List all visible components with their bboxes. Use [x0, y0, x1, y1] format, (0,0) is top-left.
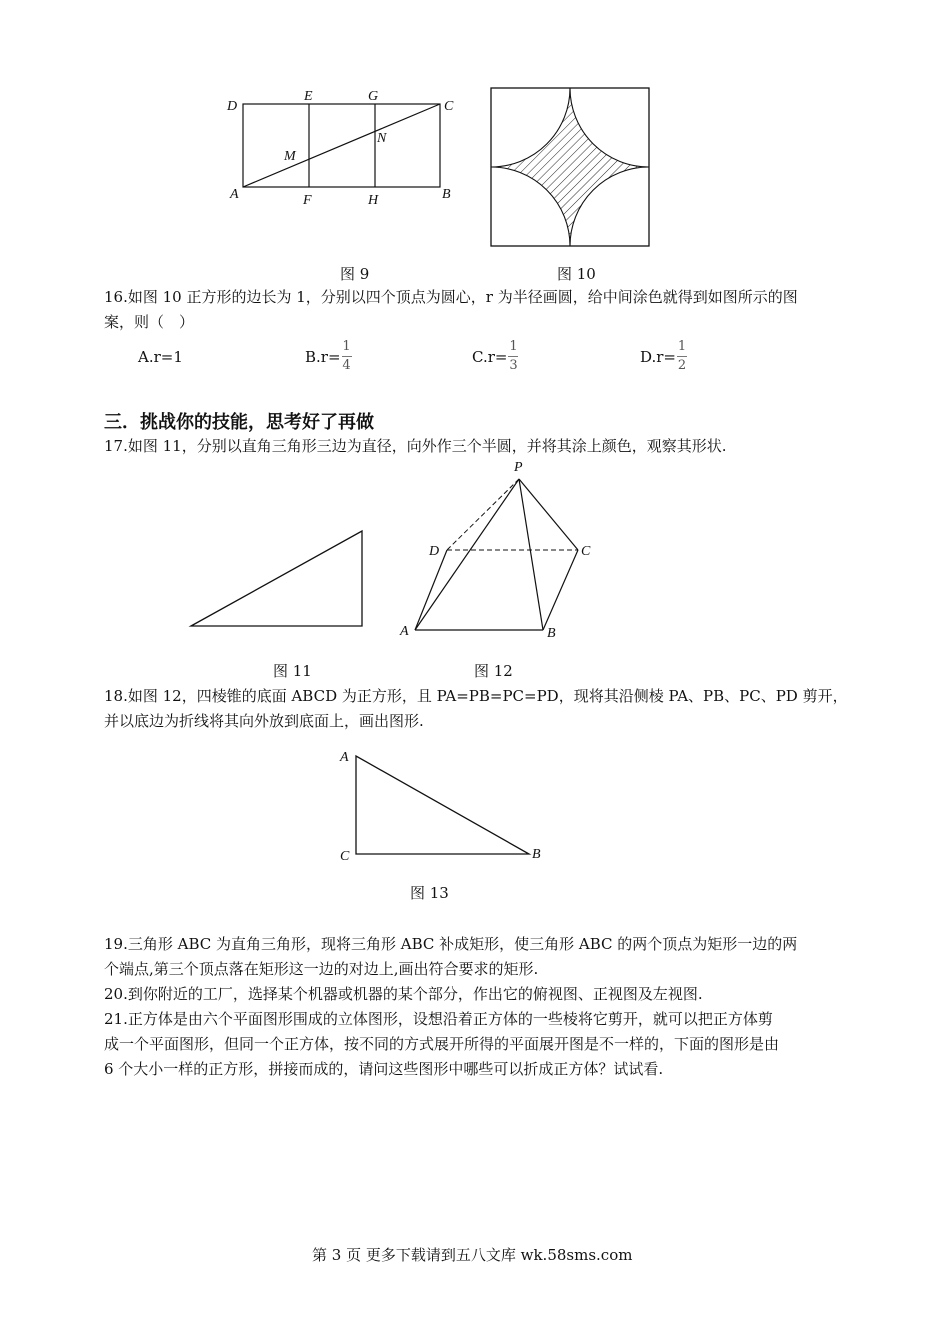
option-c-prefix: C.r= — [472, 347, 508, 366]
fig9-label-E: E — [304, 89, 313, 104]
option-a — [138, 348, 183, 366]
option-d-denominator: 2 — [677, 358, 687, 373]
question-21-line3: 6 个大小一样的正方形，拼接而成的，请问这些图形中哪些可以折成正方体？试试看. — [104, 1060, 664, 1078]
question-19-line2: 个端点,第三个顶点落在矩形这一边的对边上,画出符合要求的矩形. — [104, 960, 539, 978]
fig9-label-N: N — [377, 131, 387, 146]
fig9-label-B: B — [442, 187, 451, 202]
question-19-line1: 19.三角形 ABC 为直角三角形，现将三角形 ABC 补成矩形，使三角形 ABC 的两个顶点为矩形一边的两 — [104, 935, 798, 953]
figure-10 — [488, 86, 654, 250]
question-18-line1: 18.如图 12，四棱锥的底面 ABCD 为正方形，且 PA=PB=PC=PD，现将其沿侧棱 PA、PB、PC、PD 剪开， — [104, 687, 848, 705]
option-d — [640, 340, 687, 373]
fig10-caption: 图 10 — [557, 265, 596, 283]
figure-13 — [336, 740, 551, 870]
option-c-denominator: 3 — [509, 358, 518, 373]
fig9-label-C: C — [444, 99, 454, 114]
fig12-label-A: A — [400, 624, 409, 639]
figure-9 — [222, 82, 472, 212]
question-16-line1: 16.如图 10 正方形的边长为 1，分别以四个顶点为圆心，r 为半径画圆，给中间涂色就得到如图所示的图 — [104, 288, 798, 306]
question-21-line2: 成一个平面图形，但同一个正方体，按不同的方式展开所得的平面展开图是不一样的，下面的图形是由 — [104, 1035, 780, 1053]
fig12-label-P: P — [514, 460, 523, 475]
option-b-numerator: 1 — [342, 339, 351, 354]
option-d-numerator: 1 — [677, 339, 687, 354]
fig9-label-A: A — [230, 187, 239, 202]
fig12-caption: 图 12 — [474, 662, 513, 680]
fig12-label-B: B — [547, 626, 556, 641]
option-c-numerator: 1 — [509, 339, 518, 354]
fig13-caption: 图 13 — [410, 884, 449, 902]
fig9-label-F: F — [303, 193, 312, 208]
option-b — [305, 340, 352, 373]
option-d-fraction — [677, 340, 687, 373]
fig9-label-H: H — [368, 193, 379, 208]
option-a-value: 1 — [173, 348, 183, 366]
fig11-caption: 图 11 — [273, 662, 312, 680]
question-17: 17.如图 11，分别以直角三角形三边为直径，向外作三个半圆，并将其涂上颜色，观察其形状. — [104, 437, 727, 455]
question-21-line1: 21.正方体是由六个平面图形围成的立体图形，设想沿着正方体的一些棱将它剪开，就可以把正方体剪 — [104, 1010, 773, 1028]
fig9-label-M: M — [284, 149, 296, 164]
option-b-denominator: 4 — [342, 358, 351, 373]
fig13-label-B: B — [532, 847, 541, 862]
question-20: 20.到你附近的工厂，选择某个机器或机器的某个部分，作出它的俯视图、正视图及左视图. — [104, 985, 703, 1003]
fig13-label-A: A — [340, 750, 349, 765]
figure-11 — [185, 525, 370, 635]
section-3-heading: 三．挑战你的技能，思考好了再做 — [104, 412, 374, 433]
fig9-label-D: D — [227, 99, 238, 114]
fig12-label-D: D — [429, 544, 440, 559]
figure-12 — [395, 455, 605, 645]
fig9-label-G: G — [368, 89, 379, 104]
option-c-fraction — [508, 340, 518, 373]
option-a-prefix: A.r= — [138, 348, 174, 366]
option-c — [472, 340, 518, 373]
option-b-fraction — [342, 340, 352, 373]
fig9-caption: 图 9 — [340, 265, 370, 283]
option-d-prefix: D.r= — [640, 347, 676, 366]
question-18-line2: 并以底边为折线将其向外放到底面上，画出图形. — [104, 712, 424, 730]
option-b-prefix: B.r= — [305, 347, 341, 366]
fig13-label-C: C — [340, 849, 350, 864]
page-footer: 第 3 页 更多下载请到五八文库 wk.58sms.com — [312, 1246, 633, 1264]
fig12-label-C: C — [581, 544, 591, 559]
question-16-line2: 案，则（ ） — [104, 313, 195, 331]
